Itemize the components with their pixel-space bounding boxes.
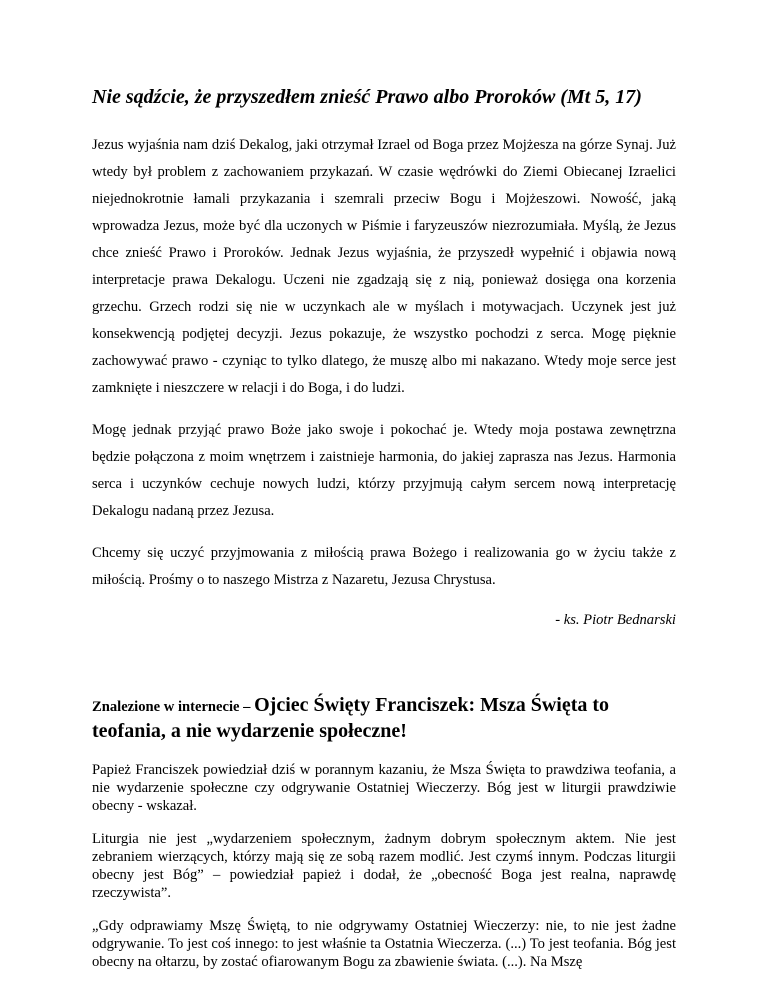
article-paragraph-3: Chcemy się uczyć przyjmowania z miłością prawa Bożego i realizowania go w życiu także z miłością. Prośmy o to naszego Mistrza z Nazaretu, Jezusa Chrystusa. bbox=[92, 545, 676, 588]
found-paragraph-1: Papież Franciszek powiedział dziś w porannym kazaniu, że Msza Święta to prawdziwa teofania, a nie wydarzenie społeczne czy odgrywanie Ostatniej Wieczerzy. Bóg jest w liturgii prawdziwie obecny - wskazał. bbox=[92, 762, 676, 814]
found-heading-title: Ojciec Święty Franciszek: Msza Święta to teofania, a nie wydarzenie społeczne! bbox=[92, 694, 610, 742]
article-paragraph-1: Jezus wyjaśnia nam dziś Dekalog, jaki otrzymał Izrael od Boga przez Mojżesza na górze Synaj. Już wtedy był problem z zachowaniem przykazań. W czasie wędrówki do Ziemi Obiecanej Izraelici niejednokrotnie łamali przykazania i szemrali przeciw Bogu i Mojżeszowi. Nowość, jaką wprowadza Jezus, może być dla uczonych w Piśmie i faryzeuszów niezrozumiała. Myślą, że Jezus chce znieść Prawo i Proroków. Jednak Jezus wyjaśnia, że przyszedł wypełnić i objawia nową interpretacje prawa Dekalogu. Uczeni nie zgadzają się z nią, ponieważ dosięga ona korzenia grzechu. Grzech rodzi się nie w uczynkach ale w myślach i motywacjach. Uczynek jest już konsekwencją podjętej decyzji. Jezus pokazuje, że wszystko pochodzi z serca. Mogę pięknie zachowywać prawo - czyniąc to tylko dlatego, że muszę albo mi nakazano. Wtedy moje serce jest zamknięte i nieszczere w relacji i do Boga, i do ludzi. bbox=[92, 137, 676, 396]
article-title: Nie sądźcie, że przyszedłem znieść Prawo albo Proroków (Mt 5, 17) bbox=[92, 86, 642, 108]
found-heading bbox=[92, 693, 676, 743]
article-signature: - ks. Piotr Bednarski bbox=[555, 612, 676, 628]
found-paragraph-2: Liturgia nie jest „wydarzeniem społecznym, żadnym dobrym społecznym aktem. Nie jest zebraniem wierzących, którzy mają się ze sobą razem modlić. Jest czymś innym. Podczas liturgii obecny jest Bóg” – powiedział papież i dodał, że „obecność Boga jest realna, naprawdę rzeczywista”. bbox=[92, 831, 676, 901]
found-heading-prefix: Znalezione w internecie – bbox=[92, 699, 255, 715]
found-paragraph-3: „Gdy odprawiamy Mszę Świętą, to nie odgrywamy Ostatniej Wieczerzy: nie, to nie jest żadne odgrywanie. To jest coś innego: to jest właśnie ta Ostatnia Wieczerza. (...) To jest teofania. Bóg jest obecny na ołtarzu, by zostać ofiarowanym Bogu za zbawienie świata. (...). Na Mszę bbox=[92, 918, 676, 970]
document-page bbox=[92, 84, 676, 986]
article-paragraph-2: Mogę jednak przyjąć prawo Boże jako swoje i pokochać je. Wtedy moja postawa zewnętrzna będzie połączona z moim wnętrzem i zaistnieje harmonia, do jakiej zaprasza nas Jezus. Harmonia serca i uczynków cechuje nowych ludzi, którzy przyjmują całym sercem nową interpretację Dekalogu nadaną przez Jezusa. bbox=[92, 422, 676, 519]
